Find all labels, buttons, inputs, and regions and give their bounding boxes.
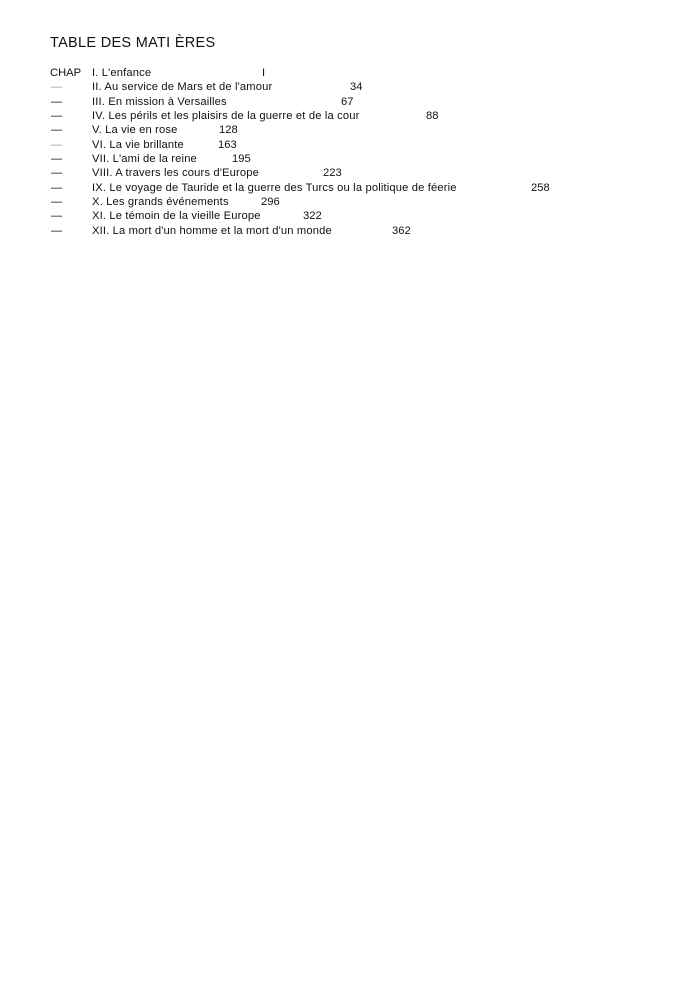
chapter-page-number: 67 xyxy=(341,95,354,108)
chapter-page-number: 195 xyxy=(232,153,251,166)
chapter-title: V. La vie en rose xyxy=(92,124,178,137)
chapter-page-number: 258 xyxy=(531,181,550,194)
page-title: TABLE DES MATI ÈRES xyxy=(50,35,216,51)
ditto-dash: — xyxy=(51,196,63,209)
ditto-dash: — xyxy=(51,167,63,180)
chapter-page-number: 128 xyxy=(219,124,238,137)
chapter-title: IX. Le voyage de Tauride et la guerre des Turcs ou la politique de féerie xyxy=(92,181,457,194)
ditto-dash: — xyxy=(51,81,63,94)
chapter-title: III. En mission à Versailles xyxy=(92,95,227,108)
ditto-dash: — xyxy=(51,210,63,223)
chapter-page-number: 296 xyxy=(261,196,280,209)
ditto-dash: — xyxy=(51,110,63,123)
ditto-dash: — xyxy=(51,95,63,108)
chapter-title: VII. L'ami de la reine xyxy=(92,153,197,166)
ditto-dash: — xyxy=(51,138,63,151)
ditto-dash: — xyxy=(51,181,63,194)
ditto-dash: — xyxy=(51,153,63,166)
chapter-page-number: 34 xyxy=(350,81,363,94)
chapter-page-number: 163 xyxy=(218,138,237,151)
ditto-dash: — xyxy=(51,124,63,137)
ditto-dash: — xyxy=(51,224,63,237)
chapter-page-number: 322 xyxy=(303,210,322,223)
chapter-title: XII. La mort d'un homme et la mort d'un monde xyxy=(92,224,332,237)
chapter-title: XI. Le témoin de la vieille Europe xyxy=(92,210,261,223)
chapter-title: II. Au service de Mars et de l'amour xyxy=(92,81,273,94)
chapter-title: X. Les grands événements xyxy=(92,196,229,209)
chapter-page-number: I xyxy=(262,67,266,79)
chapter-page-number: 223 xyxy=(323,167,342,180)
chapter-title: I. L'enfance xyxy=(92,67,152,79)
chapter-page-number: 88 xyxy=(426,110,439,123)
chapter-label: CHAP xyxy=(50,67,82,79)
chapter-title: VI. La vie brillante xyxy=(92,138,184,151)
chapter-title: IV. Les périls et les plaisirs de la guerre et de la cour xyxy=(92,110,360,123)
chapter-page-number: 362 xyxy=(392,224,411,237)
chapter-title: VIII. A travers les cours d'Europe xyxy=(92,167,260,180)
